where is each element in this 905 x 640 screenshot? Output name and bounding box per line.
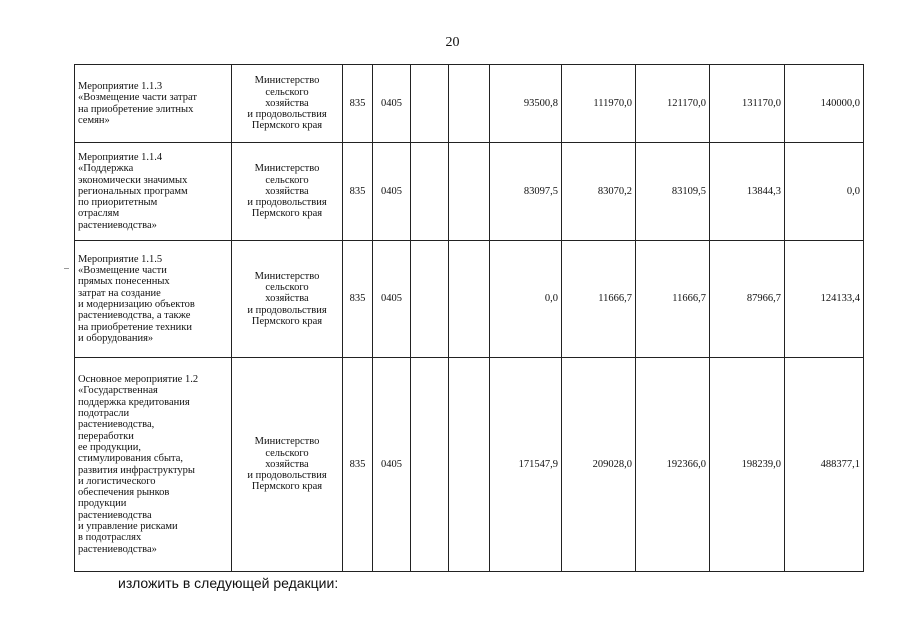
amount-cell: 0,0 — [785, 143, 864, 241]
empty-cell — [411, 358, 449, 572]
event-line: на приобретение элитных — [78, 103, 194, 115]
event-line: продукции — [78, 498, 127, 510]
event-line: обеспечения рынков — [78, 487, 170, 499]
event-line: и логистического — [78, 475, 156, 487]
empty-cell — [449, 241, 490, 358]
event-line: Мероприятие 1.1.5 — [78, 253, 163, 265]
amount-cell: 209028,0 — [562, 358, 636, 572]
event-line: «Государственная — [78, 385, 158, 397]
event-line: растениеводства» — [78, 219, 157, 231]
amount-cell: 121170,0 — [636, 65, 710, 143]
amount-cell: 111970,0 — [562, 65, 636, 143]
event-line: прямых понесенных — [78, 276, 170, 288]
organization-line: Министерство — [254, 436, 320, 448]
organization-line: Пермского края — [251, 481, 323, 493]
organization-line: Министерство — [254, 75, 320, 87]
organization-line: хозяйства — [265, 185, 309, 197]
event-line: «Поддержка — [78, 163, 134, 175]
amount-cell: 83109,5 — [636, 143, 710, 241]
amount-cell: 0,0 — [490, 241, 562, 358]
event-line: экономически значимых — [78, 174, 188, 186]
amount-cell: 198239,0 — [710, 358, 785, 572]
amount-cell: 140000,0 — [785, 65, 864, 143]
amount-cell: 11666,7 — [636, 241, 710, 358]
empty-cell — [449, 358, 490, 572]
table-row — [75, 241, 864, 358]
amount-cell: 93500,8 — [490, 65, 562, 143]
event-line: поддержка кредитования — [78, 396, 190, 408]
organization-line: Министерство — [254, 270, 320, 282]
event-line: развития инфраструктуры — [78, 464, 195, 476]
empty-cell — [411, 65, 449, 143]
amount-cell: 11666,7 — [562, 241, 636, 358]
admin-code-cell: 835 — [343, 65, 373, 143]
amount-cell: 131170,0 — [710, 65, 785, 143]
footer-text: изложить в следующей редакции: — [118, 575, 339, 591]
event-line: отраслям — [78, 208, 120, 220]
event-line: стимулирования сбыта, — [78, 453, 184, 465]
event-cell — [75, 143, 232, 241]
empty-cell — [449, 65, 490, 143]
amount-cell: 83097,5 — [490, 143, 562, 241]
event-line: и оборудования» — [78, 332, 154, 344]
table-row — [75, 358, 864, 572]
organization-line: Пермского края — [251, 315, 323, 327]
page-number: 20 — [445, 35, 460, 50]
event-line: «Возмещение части затрат — [78, 92, 197, 104]
amount-cell: 488377,1 — [785, 358, 864, 572]
organization-line: Пермского края — [251, 208, 323, 220]
amount-cell: 13844,3 — [710, 143, 785, 241]
section-code-cell: 0405 — [373, 65, 411, 143]
organization-line: и продовольствия — [247, 109, 327, 121]
event-line: и модернизацию объектов — [78, 299, 195, 310]
event-line: Мероприятие 1.1.3 — [78, 80, 163, 92]
organization-line: сельского — [265, 86, 309, 98]
event-line: по приоритетным — [78, 197, 158, 209]
organization-cell — [232, 358, 343, 572]
event-line: Мероприятие 1.1.4 — [78, 151, 163, 163]
table-row — [75, 65, 864, 143]
margin-mark — [64, 268, 69, 269]
event-cell — [75, 241, 232, 358]
event-cell — [75, 358, 232, 572]
event-line: в подотраслях — [78, 532, 142, 544]
organization-line: Министерство — [254, 163, 320, 175]
amount-cell: 192366,0 — [636, 358, 710, 572]
event-line: региональных программ — [78, 185, 188, 197]
event-line: переработки — [78, 430, 134, 442]
organization-line: сельского — [265, 174, 309, 186]
event-line: Основное мероприятие 1.2 — [78, 374, 199, 386]
empty-cell — [411, 241, 449, 358]
section-code-cell: 0405 — [373, 143, 411, 241]
organization-line: сельского — [265, 282, 309, 294]
organization-line: и продовольствия — [247, 304, 327, 316]
organization-line: Пермского края — [251, 120, 323, 132]
event-line: и управление рисками — [78, 520, 178, 532]
event-cell — [75, 65, 232, 143]
event-line: растениеводства — [78, 509, 152, 521]
admin-code-cell: 835 — [343, 241, 373, 358]
table-row — [75, 143, 864, 241]
organization-line: хозяйства — [265, 458, 309, 470]
organization-line: хозяйства — [265, 293, 309, 305]
event-line: растениеводства, а также — [78, 310, 191, 322]
organization-cell — [232, 65, 343, 143]
event-line: «Возмещение части — [78, 265, 167, 277]
section-code-cell: 0405 — [373, 358, 411, 572]
organization-cell — [232, 241, 343, 358]
budget-table — [74, 64, 864, 572]
empty-cell — [411, 143, 449, 241]
empty-cell — [449, 143, 490, 241]
organization-line: и продовольствия — [247, 197, 327, 209]
event-line: затрат на создание — [78, 287, 161, 299]
event-line: на приобретение техники — [78, 321, 192, 333]
organization-cell — [232, 143, 343, 241]
event-line: подотрасли — [78, 408, 130, 420]
event-line: ее продукции, — [78, 441, 141, 453]
admin-code-cell: 835 — [343, 143, 373, 241]
amount-cell: 87966,7 — [710, 241, 785, 358]
event-line: растениеводства» — [78, 543, 157, 555]
organization-line: хозяйства — [265, 97, 309, 109]
amount-cell: 171547,9 — [490, 358, 562, 572]
amount-cell: 124133,4 — [785, 241, 864, 358]
event-line: растениеводства, — [78, 419, 155, 431]
organization-line: и продовольствия — [247, 470, 327, 482]
amount-cell: 83070,2 — [562, 143, 636, 241]
organization-line: сельского — [265, 447, 309, 459]
admin-code-cell: 835 — [343, 358, 373, 572]
event-line: семян» — [78, 114, 110, 126]
section-code-cell: 0405 — [373, 241, 411, 358]
